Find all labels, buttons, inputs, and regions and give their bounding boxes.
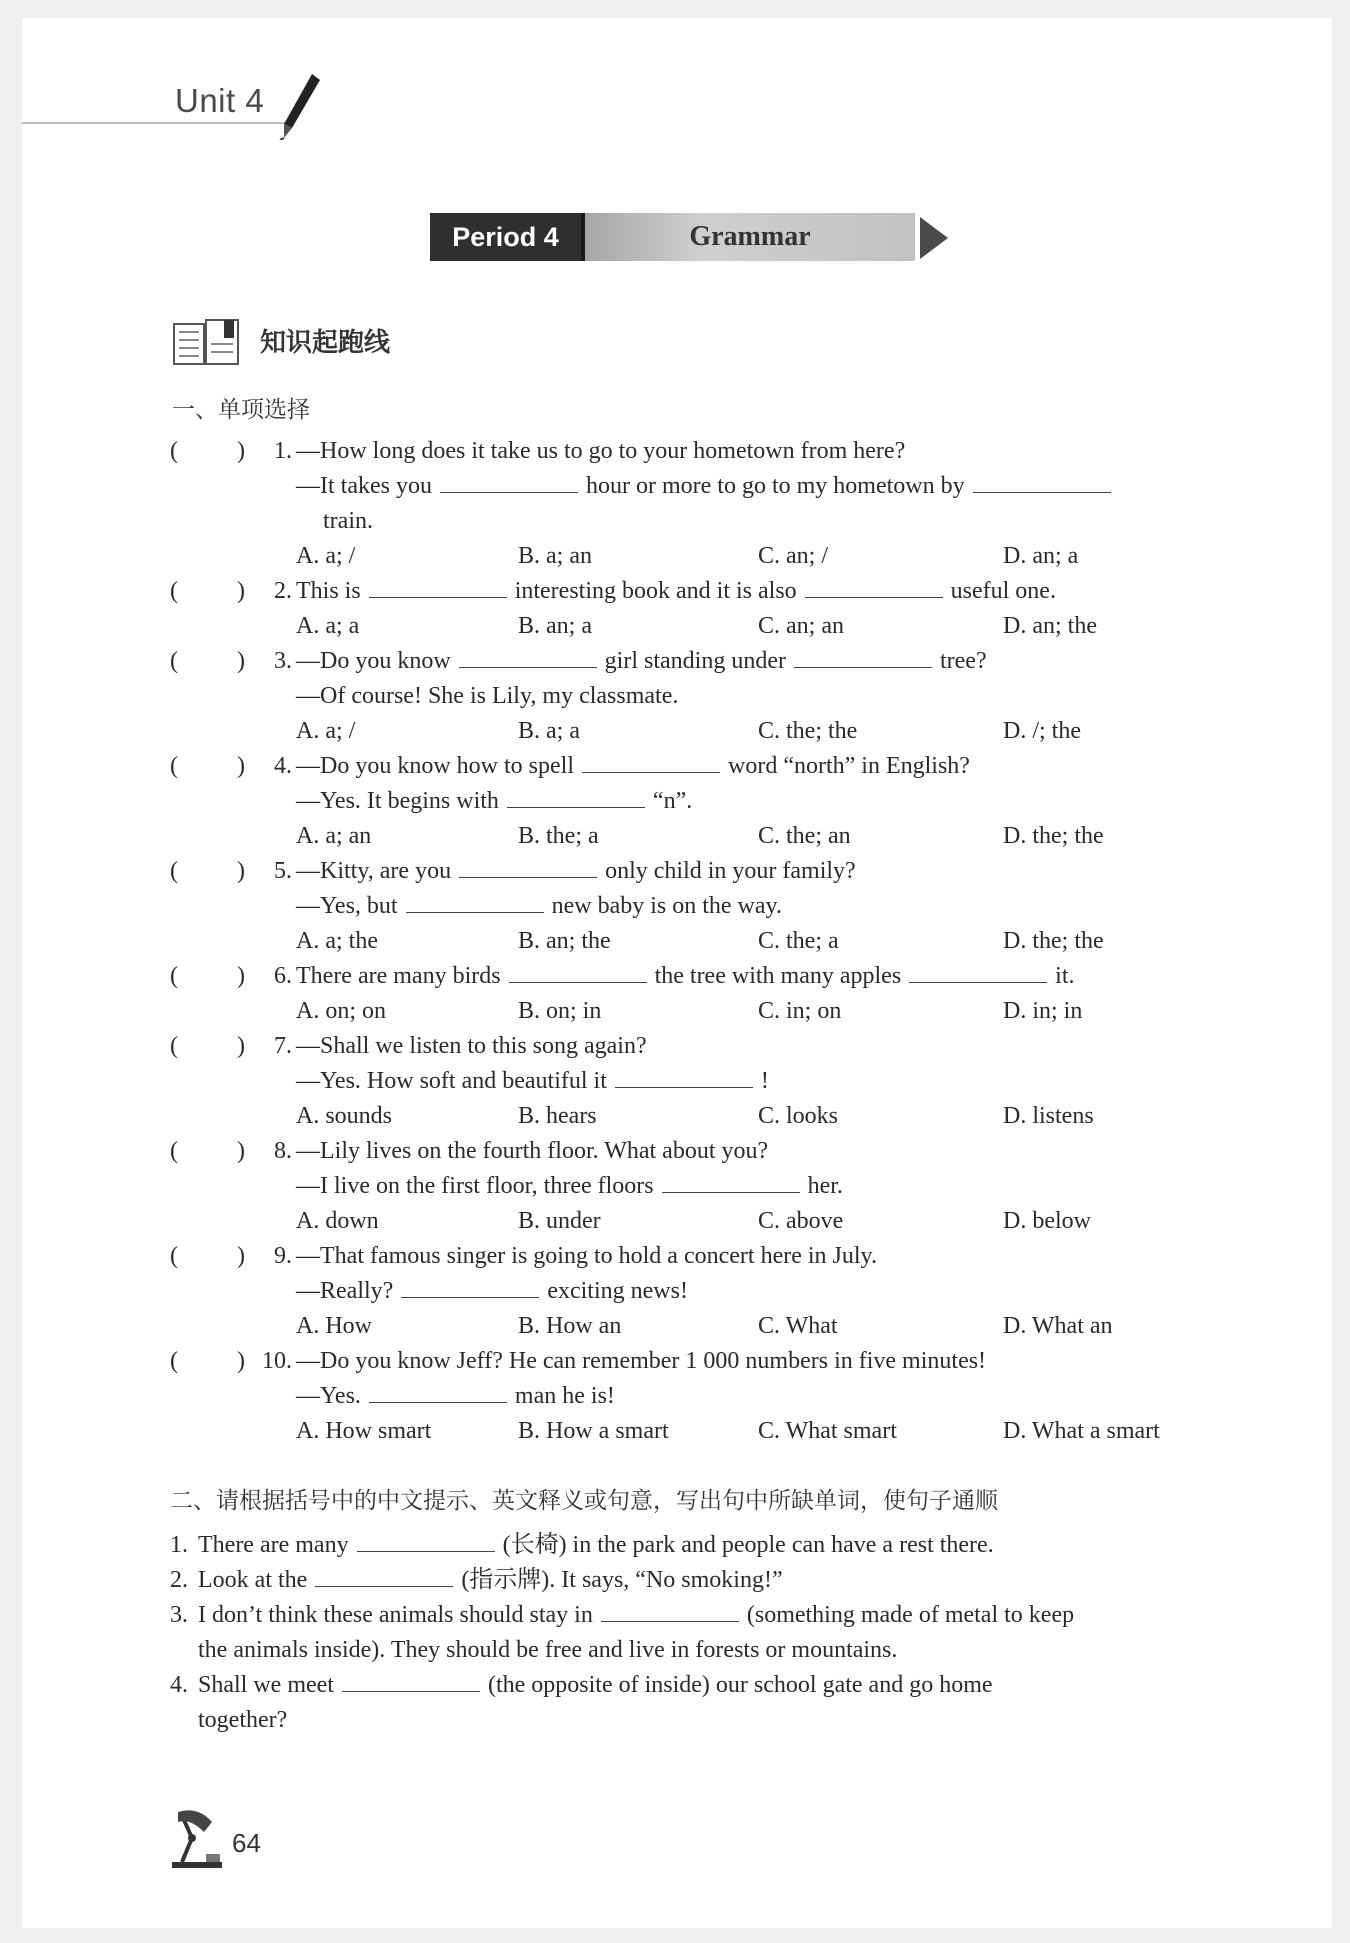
question-text: —Do you know how to spell word “north” in English? (296, 749, 970, 784)
option-d: D. an; a (1003, 543, 1079, 569)
question-text: —Shall we listen to this song again? (296, 1033, 647, 1059)
book-icon (172, 318, 242, 368)
option-a: A. sounds (296, 1103, 393, 1129)
item-text: Look at the (指示牌). It says, “No smoking!” (198, 1563, 783, 1598)
question-text-line: —Yes. How soft and beautiful it ! (296, 1064, 769, 1099)
question-number: 6. (274, 963, 292, 989)
question-text: —Lily lives on the fourth floor. What about you? (296, 1138, 769, 1164)
answer-blank[interactable] (440, 470, 578, 493)
option-d: D. What a smart (1003, 1418, 1160, 1444)
option-c: C. an; an (758, 613, 844, 639)
answer-paren-open: ( (170, 1348, 178, 1374)
answer-paren-open: ( (170, 438, 178, 464)
answer-blank[interactable] (342, 1669, 480, 1692)
fill-item-2 (0, 1563, 1350, 1598)
part2-title: 二、请根据括号中的中文提示、英文释义或句意，写出句中所缺单词，使句子通顺 (170, 1488, 998, 1514)
header-rule (22, 122, 292, 124)
answer-paren-open: ( (170, 1138, 178, 1164)
question-text: —Do you know girl standing under tree? (296, 644, 987, 679)
option-a: A. a; an (296, 823, 372, 849)
answer-blank[interactable] (794, 645, 932, 668)
question-text-line: —Yes, but new baby is on the way. (296, 889, 782, 924)
answer-blank[interactable] (662, 1170, 800, 1193)
question-9 (0, 1239, 1350, 1344)
answer-paren-open: ( (170, 1243, 178, 1269)
option-a: A. How (296, 1313, 372, 1339)
fill-item-4 (0, 1668, 1350, 1738)
question-number: 10. (262, 1348, 292, 1374)
answer-blank[interactable] (369, 575, 507, 598)
option-b: B. How a smart (518, 1418, 669, 1444)
question-number: 4. (274, 753, 292, 779)
unit-title: Unit 4 (175, 82, 265, 119)
arrow-right-icon (918, 217, 950, 259)
answer-paren-open: ( (170, 1033, 178, 1059)
answer-paren-close: ) (237, 858, 245, 884)
lamp-icon (168, 1808, 228, 1870)
question-10 (0, 1344, 1350, 1449)
option-d: D. listens (1003, 1103, 1094, 1129)
question-number: 8. (274, 1138, 292, 1164)
question-number: 2. (274, 578, 292, 604)
item-number: 1. (170, 1532, 188, 1558)
page-number: 64 (232, 1828, 261, 1858)
item-number: 3. (170, 1602, 188, 1628)
question-number: 9. (274, 1243, 292, 1269)
item-number: 4. (170, 1672, 188, 1698)
answer-paren-open: ( (170, 648, 178, 674)
period-topic: Grammar (585, 213, 915, 261)
question-7 (0, 1029, 1350, 1134)
option-a: A. a; a (296, 613, 360, 639)
option-b: B. under (518, 1208, 601, 1234)
question-2 (0, 574, 1350, 644)
option-c: C. looks (758, 1103, 839, 1129)
question-1 (0, 434, 1350, 574)
question-text: This is interesting book and it is also useful one. (296, 574, 1056, 609)
question-text: —Kitty, are you only child in your family? (296, 854, 856, 889)
answer-paren-close: ) (237, 1033, 245, 1059)
period-label: Period 4 (430, 213, 585, 261)
option-d: D. the; the (1003, 823, 1104, 849)
option-c: C. the; an (758, 823, 851, 849)
answer-paren-close: ) (237, 1138, 245, 1164)
answer-paren-open: ( (170, 578, 178, 604)
option-b: B. the; a (518, 823, 599, 849)
question-number: 7. (274, 1033, 292, 1059)
item-number: 2. (170, 1567, 188, 1593)
section-title: 知识起跑线 (260, 328, 391, 358)
answer-blank[interactable] (401, 1275, 539, 1298)
item-text: I don’t think these animals should stay in (something made of metal to keep (198, 1598, 1074, 1633)
answer-blank[interactable] (459, 855, 597, 878)
question-4 (0, 749, 1350, 854)
option-d: D. below (1003, 1208, 1091, 1234)
pen-icon (278, 72, 324, 140)
question-text-line: —Really? exciting news! (296, 1274, 688, 1309)
question-number: 3. (274, 648, 292, 674)
option-d: D. in; in (1003, 998, 1083, 1024)
answer-paren-close: ) (237, 1348, 245, 1374)
answer-blank[interactable] (459, 645, 597, 668)
question-text: There are many birds the tree with many apples it. (296, 959, 1075, 994)
option-b: B. on; in (518, 998, 602, 1024)
option-a: A. down (296, 1208, 379, 1234)
answer-paren-close: ) (237, 438, 245, 464)
answer-blank[interactable] (615, 1065, 753, 1088)
item-text: Shall we meet (the opposite of inside) our school gate and go home (198, 1668, 993, 1703)
fill-item-3 (0, 1598, 1350, 1668)
answer-blank[interactable] (357, 1529, 495, 1552)
option-b: B. an; the (518, 928, 611, 954)
option-c: C. above (758, 1208, 844, 1234)
question-text-line: —Yes. man he is! (296, 1379, 615, 1414)
item-text-line: together? (198, 1707, 288, 1733)
option-a: A. How smart (296, 1418, 432, 1444)
option-b: B. How an (518, 1313, 622, 1339)
question-text: —How long does it take us to go to your hometown from here? (296, 438, 906, 464)
option-b: B. an; a (518, 613, 592, 639)
question-text-line: —It takes you hour or more to go to my hometown by (296, 469, 1119, 504)
option-a: A. a; / (296, 718, 356, 744)
question-text-line: —Yes. It begins with “n”. (296, 784, 692, 819)
option-c: C. in; on (758, 998, 842, 1024)
option-d: D. /; the (1003, 718, 1081, 744)
question-text-line: —Of course! She is Lily, my classmate. (296, 683, 679, 709)
answer-blank[interactable] (369, 1380, 507, 1403)
option-c: C. the; the (758, 718, 858, 744)
answer-paren-close: ) (237, 753, 245, 779)
question-number: 5. (274, 858, 292, 884)
answer-blank[interactable] (805, 575, 943, 598)
answer-paren-close: ) (237, 963, 245, 989)
answer-blank[interactable] (582, 750, 720, 773)
question-number: 1. (274, 438, 292, 464)
part1-title: 一、单项选择 (172, 397, 310, 423)
answer-paren-open: ( (170, 963, 178, 989)
option-b: B. a; an (518, 543, 592, 569)
question-6 (0, 959, 1350, 1029)
question-8 (0, 1134, 1350, 1239)
option-c: C. an; / (758, 543, 828, 569)
answer-blank[interactable] (973, 470, 1111, 493)
option-c: C. What smart (758, 1418, 897, 1444)
answer-blank[interactable] (909, 960, 1047, 983)
option-b: B. a; a (518, 718, 580, 744)
question-text-line: train. (323, 508, 373, 534)
option-a: A. on; on (296, 998, 386, 1024)
option-a: A. a; / (296, 543, 356, 569)
option-d: D. an; the (1003, 613, 1097, 639)
item-text: There are many (长椅) in the park and people can have a rest there. (198, 1528, 994, 1563)
question-text: —That famous singer is going to hold a concert here in July. (296, 1243, 877, 1269)
option-c: C. the; a (758, 928, 839, 954)
answer-paren-open: ( (170, 858, 178, 884)
question-text-line: —I live on the first floor, three floors her. (296, 1169, 843, 1204)
question-text: —Do you know Jeff? He can remember 1 000 numbers in five minutes! (296, 1348, 987, 1374)
answer-paren-close: ) (237, 1243, 245, 1269)
question-5 (0, 854, 1350, 959)
question-3 (0, 644, 1350, 749)
fill-item-1 (0, 1528, 1350, 1563)
option-a: A. a; the (296, 928, 378, 954)
option-b: B. hears (518, 1103, 597, 1129)
option-d: D. What an (1003, 1313, 1113, 1339)
answer-blank[interactable] (507, 785, 645, 808)
item-text-line: the animals inside). They should be free and live in forests or mountains. (198, 1637, 898, 1663)
option-c: C. What (758, 1313, 838, 1339)
answer-paren-close: ) (237, 578, 245, 604)
answer-blank[interactable] (406, 890, 544, 913)
answer-blank[interactable] (509, 960, 647, 983)
period-banner (430, 213, 950, 261)
answer-paren-open: ( (170, 753, 178, 779)
answer-blank[interactable] (601, 1599, 739, 1622)
answer-blank[interactable] (315, 1564, 453, 1587)
answer-paren-close: ) (237, 648, 245, 674)
option-d: D. the; the (1003, 928, 1104, 954)
